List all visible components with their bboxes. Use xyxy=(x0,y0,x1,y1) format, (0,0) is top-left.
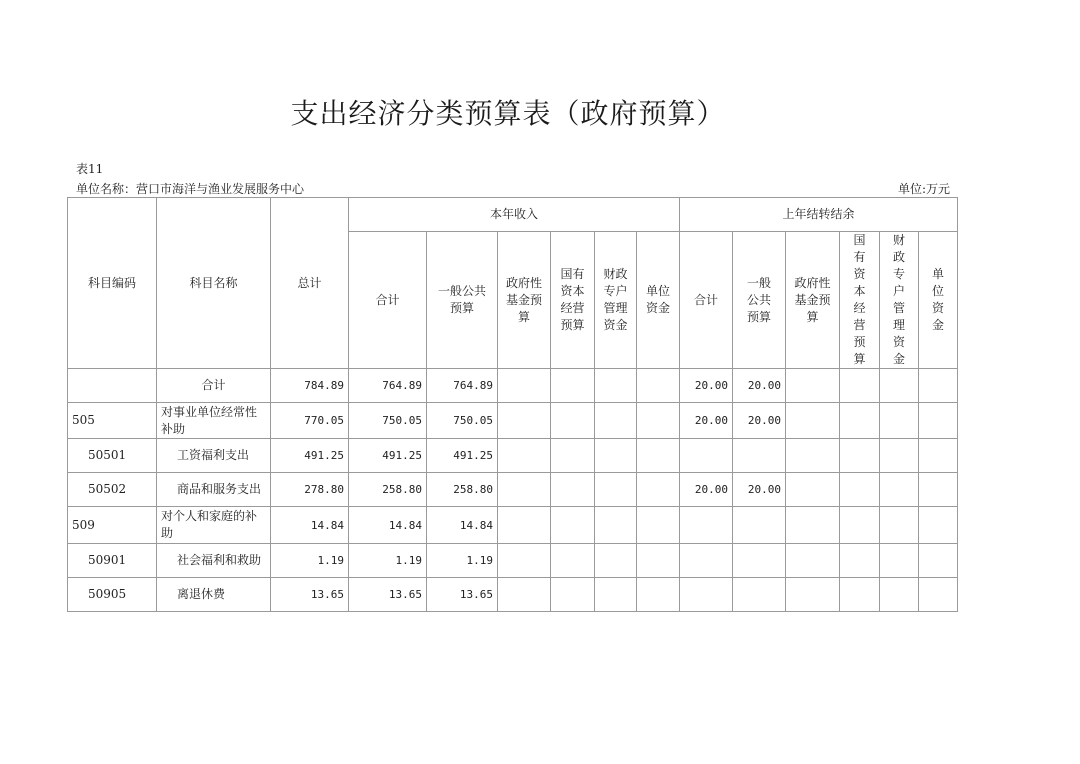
row-current-gov-fund xyxy=(498,473,551,507)
header-carryover: 上年结转结余 xyxy=(680,198,958,232)
row-code: 509 xyxy=(68,507,157,544)
header-name: 科目名称 xyxy=(157,198,271,369)
row-carryover-fiscal-special xyxy=(880,473,919,507)
row-current-general-public: 258.80 xyxy=(427,473,498,507)
row-carryover-general-public xyxy=(733,544,786,578)
row-carryover-unit-funds xyxy=(919,507,958,544)
row-current-gov-fund xyxy=(498,578,551,612)
row-carryover-gov-fund xyxy=(786,439,840,473)
row-carryover-unit-funds xyxy=(919,473,958,507)
header-gov-fund-2: 政府性基金预算 xyxy=(786,232,840,369)
row-current-general-public: 491.25 xyxy=(427,439,498,473)
row-carryover-unit-funds xyxy=(919,578,958,612)
row-name: 离退休费 xyxy=(157,578,271,612)
header-general-public: 一般公共预算 xyxy=(427,232,498,369)
header-subtotal: 合计 xyxy=(349,232,427,369)
header-total: 总计 xyxy=(271,198,349,369)
row-carryover-subtotal xyxy=(680,544,733,578)
row-carryover-general-public xyxy=(733,578,786,612)
row-current-fiscal-special xyxy=(595,473,637,507)
row-carryover-fiscal-special xyxy=(880,403,919,439)
row-total: 278.80 xyxy=(271,473,349,507)
row-carryover-gov-fund xyxy=(786,473,840,507)
row-carryover-general-public: 20.00 xyxy=(733,473,786,507)
header-unit-funds: 单位资金 xyxy=(637,232,680,369)
row-current-general-public: 13.65 xyxy=(427,578,498,612)
row-current-fiscal-special xyxy=(595,439,637,473)
table-row xyxy=(68,369,958,403)
header-current-year: 本年收入 xyxy=(349,198,680,232)
row-current-subtotal: 14.84 xyxy=(349,507,427,544)
row-carryover-subtotal: 20.00 xyxy=(680,403,733,439)
row-name: 社会福利和救助 xyxy=(157,544,271,578)
row-code: 505 xyxy=(68,403,157,439)
row-carryover-unit-funds xyxy=(919,403,958,439)
row-name: 对个人和家庭的补助 xyxy=(157,507,271,544)
row-current-state-capital xyxy=(551,403,595,439)
table-row xyxy=(68,403,958,439)
row-current-gov-fund xyxy=(498,439,551,473)
row-current-gov-fund xyxy=(498,544,551,578)
row-current-general-public: 14.84 xyxy=(427,507,498,544)
row-carryover-state-capital xyxy=(840,507,880,544)
row-code: 50501 xyxy=(68,439,157,473)
row-carryover-unit-funds xyxy=(919,369,958,403)
row-current-fiscal-special xyxy=(595,369,637,403)
header-fiscal-special-2: 财政专户管理资金 xyxy=(880,232,919,369)
row-current-subtotal: 258.80 xyxy=(349,473,427,507)
row-carryover-unit-funds xyxy=(919,439,958,473)
unit-measure: 单位:万元 xyxy=(897,182,950,196)
row-current-unit-funds xyxy=(637,578,680,612)
row-total: 13.65 xyxy=(271,578,349,612)
row-code: 50901 xyxy=(68,544,157,578)
row-current-unit-funds xyxy=(637,403,680,439)
row-name: 商品和服务支出 xyxy=(157,473,271,507)
table-row xyxy=(68,473,958,507)
row-current-state-capital xyxy=(551,578,595,612)
row-name: 工资福利支出 xyxy=(157,439,271,473)
row-carryover-fiscal-special xyxy=(880,369,919,403)
budget-table xyxy=(67,197,958,612)
table-row xyxy=(68,578,958,612)
row-current-fiscal-special xyxy=(595,544,637,578)
row-carryover-state-capital xyxy=(840,544,880,578)
row-carryover-fiscal-special xyxy=(880,439,919,473)
row-current-subtotal: 764.89 xyxy=(349,369,427,403)
row-code: 50905 xyxy=(68,578,157,612)
row-carryover-general-public: 20.00 xyxy=(733,403,786,439)
row-code xyxy=(68,369,157,403)
row-current-state-capital xyxy=(551,473,595,507)
row-carryover-fiscal-special xyxy=(880,578,919,612)
row-total: 784.89 xyxy=(271,369,349,403)
header-general-public-2: 一般公共预算 xyxy=(733,232,786,369)
header-code: 科目编码 xyxy=(68,198,157,369)
row-current-gov-fund xyxy=(498,369,551,403)
row-current-unit-funds xyxy=(637,507,680,544)
header-subtotal-2: 合计 xyxy=(680,232,733,369)
row-current-unit-funds xyxy=(637,439,680,473)
row-name: 对事业单位经常性补助 xyxy=(157,403,271,439)
header-gov-fund: 政府性基金预算 xyxy=(498,232,551,369)
unit-name: 单位名称：营口市海洋与渔业发展服务中心 xyxy=(76,182,305,196)
row-current-state-capital xyxy=(551,507,595,544)
row-current-gov-fund xyxy=(498,403,551,439)
header-unit-funds-2: 单位资金 xyxy=(919,232,958,369)
row-current-subtotal: 750.05 xyxy=(349,403,427,439)
row-current-fiscal-special xyxy=(595,578,637,612)
row-carryover-subtotal: 20.00 xyxy=(680,473,733,507)
row-current-unit-funds xyxy=(637,369,680,403)
row-current-state-capital xyxy=(551,544,595,578)
row-current-fiscal-special xyxy=(595,507,637,544)
header-state-capital: 国有资本经营预算 xyxy=(551,232,595,369)
table-row xyxy=(68,439,958,473)
row-carryover-gov-fund xyxy=(786,578,840,612)
row-current-subtotal: 1.19 xyxy=(349,544,427,578)
row-carryover-state-capital xyxy=(840,473,880,507)
header-row-1 xyxy=(68,198,958,232)
row-carryover-unit-funds xyxy=(919,544,958,578)
row-name: 合计 xyxy=(157,369,271,403)
row-current-subtotal: 491.25 xyxy=(349,439,427,473)
row-carryover-state-capital xyxy=(840,403,880,439)
row-code: 50502 xyxy=(68,473,157,507)
row-current-gov-fund xyxy=(498,507,551,544)
row-carryover-subtotal: 20.00 xyxy=(680,369,733,403)
row-current-general-public: 764.89 xyxy=(427,369,498,403)
row-carryover-subtotal xyxy=(680,439,733,473)
header-state-capital-2: 国有资本经营预算 xyxy=(840,232,880,369)
header-fiscal-special: 财政专户管理资金 xyxy=(595,232,637,369)
row-current-general-public: 1.19 xyxy=(427,544,498,578)
row-current-unit-funds xyxy=(637,544,680,578)
row-current-subtotal: 13.65 xyxy=(349,578,427,612)
table-row xyxy=(68,544,958,578)
row-carryover-state-capital xyxy=(840,439,880,473)
row-carryover-general-public xyxy=(733,507,786,544)
row-carryover-gov-fund xyxy=(786,369,840,403)
row-carryover-fiscal-special xyxy=(880,544,919,578)
table-row xyxy=(68,507,958,544)
row-carryover-gov-fund xyxy=(786,544,840,578)
row-carryover-general-public: 20.00 xyxy=(733,369,786,403)
row-carryover-subtotal xyxy=(680,578,733,612)
row-carryover-state-capital xyxy=(840,369,880,403)
row-carryover-state-capital xyxy=(840,578,880,612)
row-carryover-general-public xyxy=(733,439,786,473)
row-current-general-public: 750.05 xyxy=(427,403,498,439)
page-title: 支出经济分类预算表（政府预算） xyxy=(290,97,726,130)
row-carryover-gov-fund xyxy=(786,507,840,544)
row-current-fiscal-special xyxy=(595,403,637,439)
row-total: 491.25 xyxy=(271,439,349,473)
table-number: 表11 xyxy=(76,162,104,176)
row-total: 770.05 xyxy=(271,403,349,439)
row-carryover-fiscal-special xyxy=(880,507,919,544)
row-carryover-subtotal xyxy=(680,507,733,544)
row-current-state-capital xyxy=(551,369,595,403)
row-total: 1.19 xyxy=(271,544,349,578)
row-total: 14.84 xyxy=(271,507,349,544)
row-current-state-capital xyxy=(551,439,595,473)
row-current-unit-funds xyxy=(637,473,680,507)
row-carryover-gov-fund xyxy=(786,403,840,439)
